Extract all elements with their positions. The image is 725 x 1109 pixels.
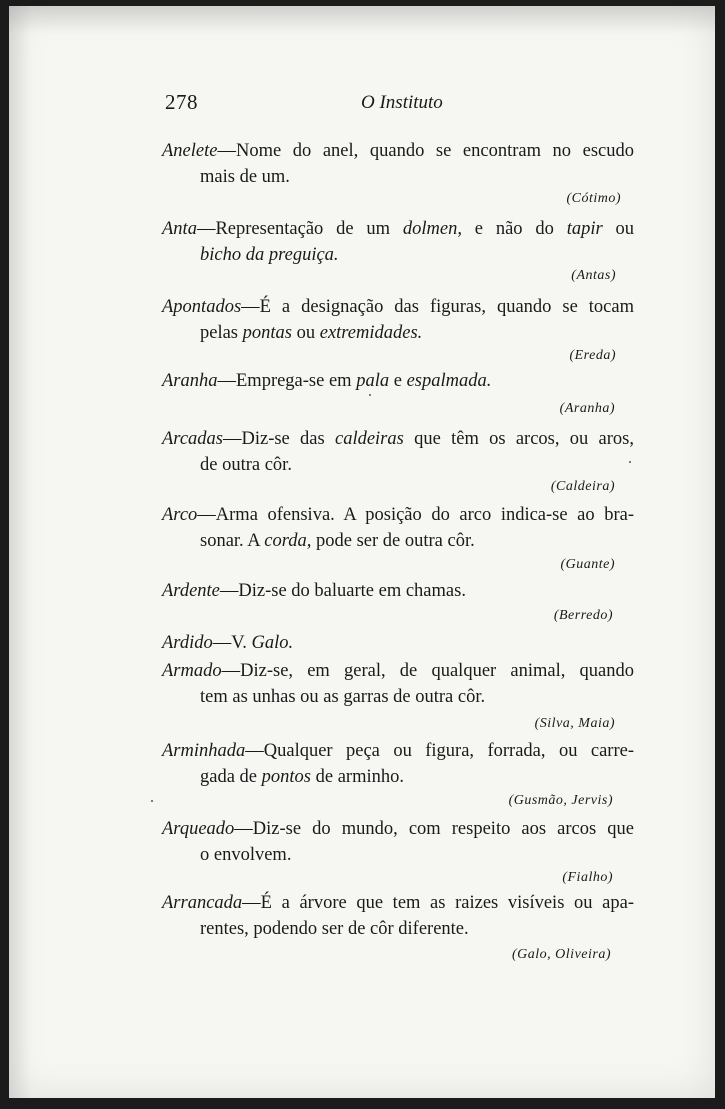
entry-text: Nome do anel, quando se encontram no escudo xyxy=(235,141,634,161)
entry-term: Anta xyxy=(162,219,197,239)
speck xyxy=(369,394,371,396)
entry-term: Arco xyxy=(162,505,198,525)
entry-dash: — xyxy=(245,741,264,761)
entry-source: (Aranha) xyxy=(559,401,615,416)
entry-dash: — xyxy=(219,581,239,601)
entry-text: e xyxy=(389,371,407,391)
entry-text: tem as unhas ou as garras de outra côr. xyxy=(200,687,486,707)
entry-line xyxy=(162,138,634,164)
entry-text: Qualquer peça ou figura, forrada, ou carre- xyxy=(263,741,634,761)
entry-line xyxy=(162,890,634,916)
entry-term: Apontados xyxy=(162,297,242,317)
entry-text: Diz-se das xyxy=(241,429,335,449)
entry-text: Emprega-se em xyxy=(236,371,357,391)
entry-line xyxy=(200,916,469,942)
entry-term: Arrancada xyxy=(162,893,243,913)
entry-line xyxy=(200,764,404,790)
entry-dash: — xyxy=(212,633,232,653)
entry-text: mais de um. xyxy=(200,167,290,187)
entry-text: corda, xyxy=(264,531,312,551)
running-title: O Instituto xyxy=(361,92,443,113)
entry-term: Armado xyxy=(162,661,222,681)
entry-text: gada de xyxy=(200,767,262,787)
entry-term: Arminhada xyxy=(162,741,246,761)
entry-line xyxy=(200,842,291,868)
entry-text: Galo. xyxy=(251,633,294,653)
entry-line xyxy=(162,738,634,764)
entry-text: e não do xyxy=(461,219,567,239)
entry-term: Ardente xyxy=(162,581,220,601)
entry-source: (Cótimo) xyxy=(566,191,621,206)
entry-source: (Berredo) xyxy=(553,608,613,623)
entry-dash: — xyxy=(234,819,253,839)
entry-line xyxy=(200,528,475,554)
entry-source: (Silva, Maia) xyxy=(534,716,615,731)
entry-line xyxy=(162,658,634,684)
speck xyxy=(151,800,153,802)
book-page xyxy=(9,6,715,1098)
entry-line xyxy=(162,216,634,242)
speck xyxy=(629,461,631,463)
entry-text: Diz-se, em geral, de qualquer animal, quando xyxy=(240,661,634,681)
entry-term: Anelete xyxy=(162,141,218,161)
entry-text: tapir xyxy=(566,219,603,239)
entry-text: pode ser de outra côr. xyxy=(311,531,475,551)
entry-text: rentes, podendo ser de côr diferente. xyxy=(200,919,469,939)
entry-text: É a árvore que tem as raizes visíveis ou apa- xyxy=(260,893,634,913)
entry-source: (Gusmão, Jervis) xyxy=(508,793,613,808)
entry-text: pontos xyxy=(261,767,311,787)
page-top-shadow xyxy=(9,6,715,34)
entry-line xyxy=(162,368,491,394)
entry-source: (Guante) xyxy=(560,557,615,572)
entry-text: Representação de um xyxy=(215,219,403,239)
entry-dash: — xyxy=(222,429,242,449)
entry-term: Arcadas xyxy=(162,429,223,449)
entry-text: Arma ofensiva. A posição do arco indica-se ao bra- xyxy=(215,505,634,525)
entry-text: bicho da preguiça. xyxy=(200,245,339,265)
entry-line xyxy=(162,630,293,656)
entry-text: sonar. A xyxy=(200,531,265,551)
entry-text: de outra côr. xyxy=(200,455,292,475)
entry-source: (Caldeira) xyxy=(550,479,615,494)
page-left-shadow xyxy=(9,6,31,1098)
entry-text: dolmen, xyxy=(402,219,462,239)
entry-line xyxy=(162,426,634,452)
entry-text: o envolvem. xyxy=(200,845,292,865)
entry-term: Aranha xyxy=(162,371,218,391)
entry-dash: — xyxy=(221,661,241,681)
entry-line xyxy=(200,164,290,190)
entry-line xyxy=(200,684,485,710)
entry-dash: — xyxy=(217,141,236,161)
entry-text: pontas xyxy=(242,323,292,343)
entry-line xyxy=(162,816,634,842)
entry-text: espalmada. xyxy=(406,371,492,391)
entry-text: É a designação das figuras, quando se tocam xyxy=(259,297,634,317)
entry-source: (Ereda) xyxy=(569,348,616,363)
entry-line xyxy=(200,242,339,268)
entry-dash: — xyxy=(197,505,216,525)
entry-line xyxy=(162,502,634,528)
entry-text: ou xyxy=(602,219,634,239)
entry-source: (Fialho) xyxy=(562,870,613,885)
entry-line xyxy=(162,578,466,604)
entry-text: que têm os arcos, ou aros, xyxy=(403,429,634,449)
entry-text: Diz-se do baluarte em chamas. xyxy=(238,581,466,601)
entry-text: pala xyxy=(356,371,390,391)
entry-term: Ardido xyxy=(162,633,213,653)
entry-dash: — xyxy=(196,219,216,239)
entry-dash: — xyxy=(241,297,260,317)
entry-term: Arqueado xyxy=(162,819,235,839)
entry-text: V. xyxy=(231,633,252,653)
entry-source: (Antas) xyxy=(571,268,616,283)
entry-line xyxy=(200,320,422,346)
entry-source: (Galo, Oliveira) xyxy=(512,947,611,962)
entry-text: Diz-se do mundo, com respeito aos arcos que xyxy=(252,819,634,839)
entry-text: ou xyxy=(291,323,320,343)
entry-line xyxy=(200,452,292,478)
entry-text: pelas xyxy=(200,323,243,343)
entry-text: de arminho. xyxy=(310,767,404,787)
entry-line xyxy=(162,294,634,320)
entry-dash: — xyxy=(242,893,261,913)
page-number: 278 xyxy=(165,90,198,114)
entry-dash: — xyxy=(217,371,236,391)
entry-text: extremidades. xyxy=(319,323,423,343)
entry-text: caldeiras xyxy=(334,429,404,449)
